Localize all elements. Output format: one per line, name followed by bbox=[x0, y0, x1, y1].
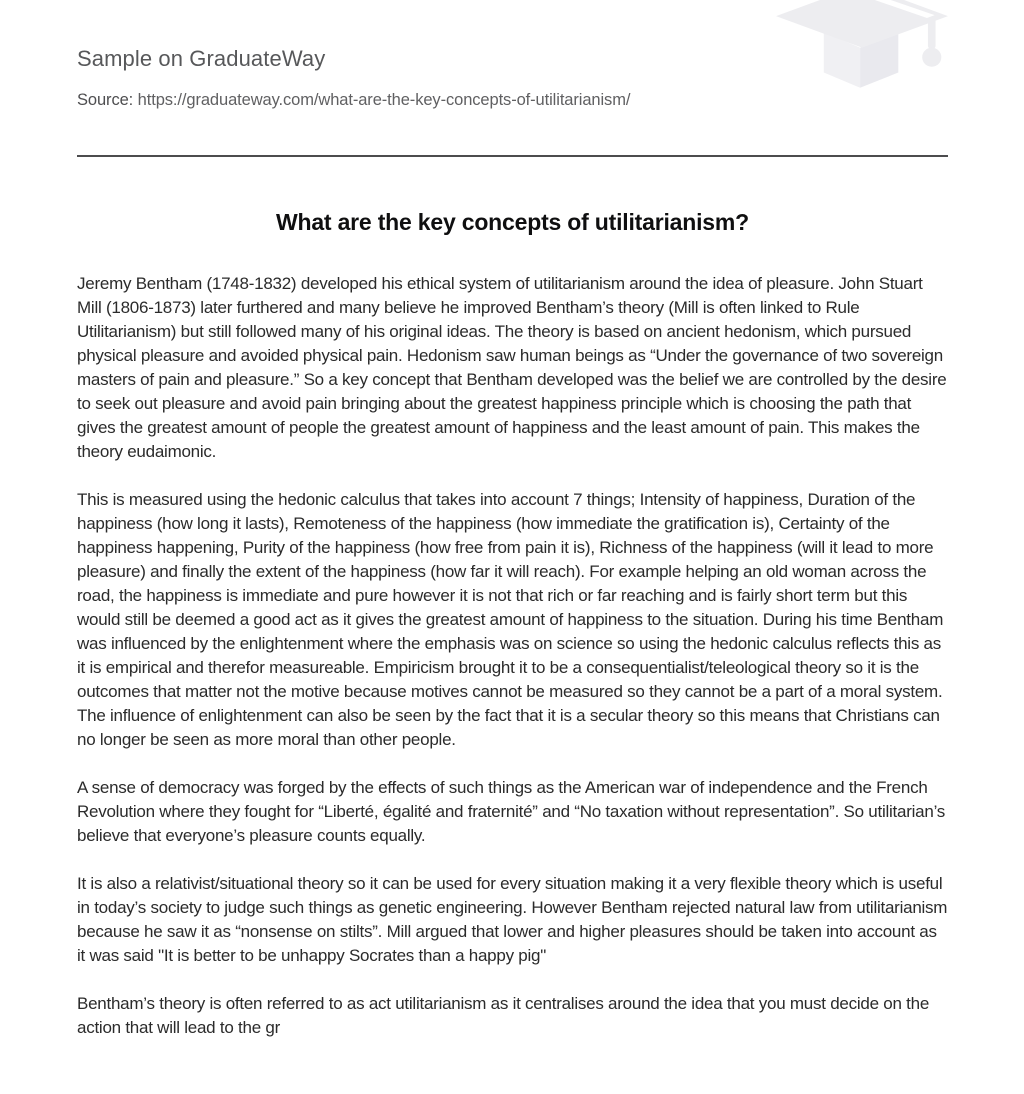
article-paragraph: Jeremy Bentham (1748-1832) developed his ethical system of utilitarianism around the idea of pleasure. John Stuart Mill (1806-1873) later furthered and many believe he improved Bentham’s theory (Mill is often linked to Rule Utilitarianism) but still followed many of his original ideas. The theory is based on ancient hedonism, which pursued physical pleasure and avoided physical pain. Hedonism saw human beings as “Under the governance of two sovereign masters of pain and pleasure.” So a key concept that Bentham developed was the belief we are controlled by the desire to seek out pleasure and avoid pain bringing about the greatest happiness principle which is choosing the path that gives the greatest amount of people the greatest amount of happiness and the least amount of pain. This makes the theory eudaimonic. bbox=[77, 274, 947, 461]
article-body bbox=[77, 272, 948, 1040]
article-title: What are the key concepts of utilitarianism? bbox=[275, 209, 750, 235]
article-paragraph: It is also a relativist/situational theory so it can be used for every situation making it a very flexible theory which is useful in today’s society to judge such things as genetic engineering. However Bentham rejected natural law from utilitarianism because he saw it as “nonsense on stilts”. Mill argued that lower and higher pleasures should be taken into account as it was said "It is better to be unhappy Socrates than a happy pig" bbox=[77, 874, 948, 965]
source-label: Source: bbox=[77, 91, 134, 109]
header-divider bbox=[77, 155, 948, 157]
site-sample-heading: Sample on GraduateWay bbox=[77, 46, 326, 71]
article-paragraph: A sense of democracy was forged by the effects of such things as the American war of independence and the French Revolution where they fought for “Liberté, égalité and fraternité” and “No taxation without representation”. So utilitarian’s believe that everyone’s pleasure counts equally. bbox=[77, 778, 946, 845]
article-paragraph: Bentham’s theory is often referred to as act utilitarianism as it centralises around the idea that you must decide on the action that will lead to the gr bbox=[77, 994, 930, 1037]
source-url-link[interactable]: https://graduateway.com/what-are-the-key-concepts-of-utilitarianism/ bbox=[137, 91, 631, 109]
page-header bbox=[77, 0, 948, 110]
source-line bbox=[77, 91, 948, 110]
article-paragraph: This is measured using the hedonic calculus that takes into account 7 things; Intensity of happiness, Duration of the happiness (how long it lasts), Remoteness of the happiness (how immediate the gratification is), Certainty of the happiness happening, Purity of the happiness (how free from pain it is), Richness of the happiness (will it lead to more pleasure) and finally the extent of the happiness (how far it will reach). For example helping an old woman across the road, the happiness is immediate and pure however it is not that rich or far reaching and is fairly short term but this would still be deemed a good act as it gives the greatest amount of happiness to the situation. During his time Bentham was influenced by the enlightenment where the emphasis was on science so using the hedonic calculus reflects this as it is empirical and therefor measureable. Empiricism brought it to be a consequentialist/teleological theory so it is the outcomes that matter not the motive because motives cannot be measured so they cannot be a part of a moral system. The influence of enlightenment can also be seen by the fact that it is a secular theory so this means that Christians can no longer be seen as more moral than other people. bbox=[77, 490, 944, 749]
